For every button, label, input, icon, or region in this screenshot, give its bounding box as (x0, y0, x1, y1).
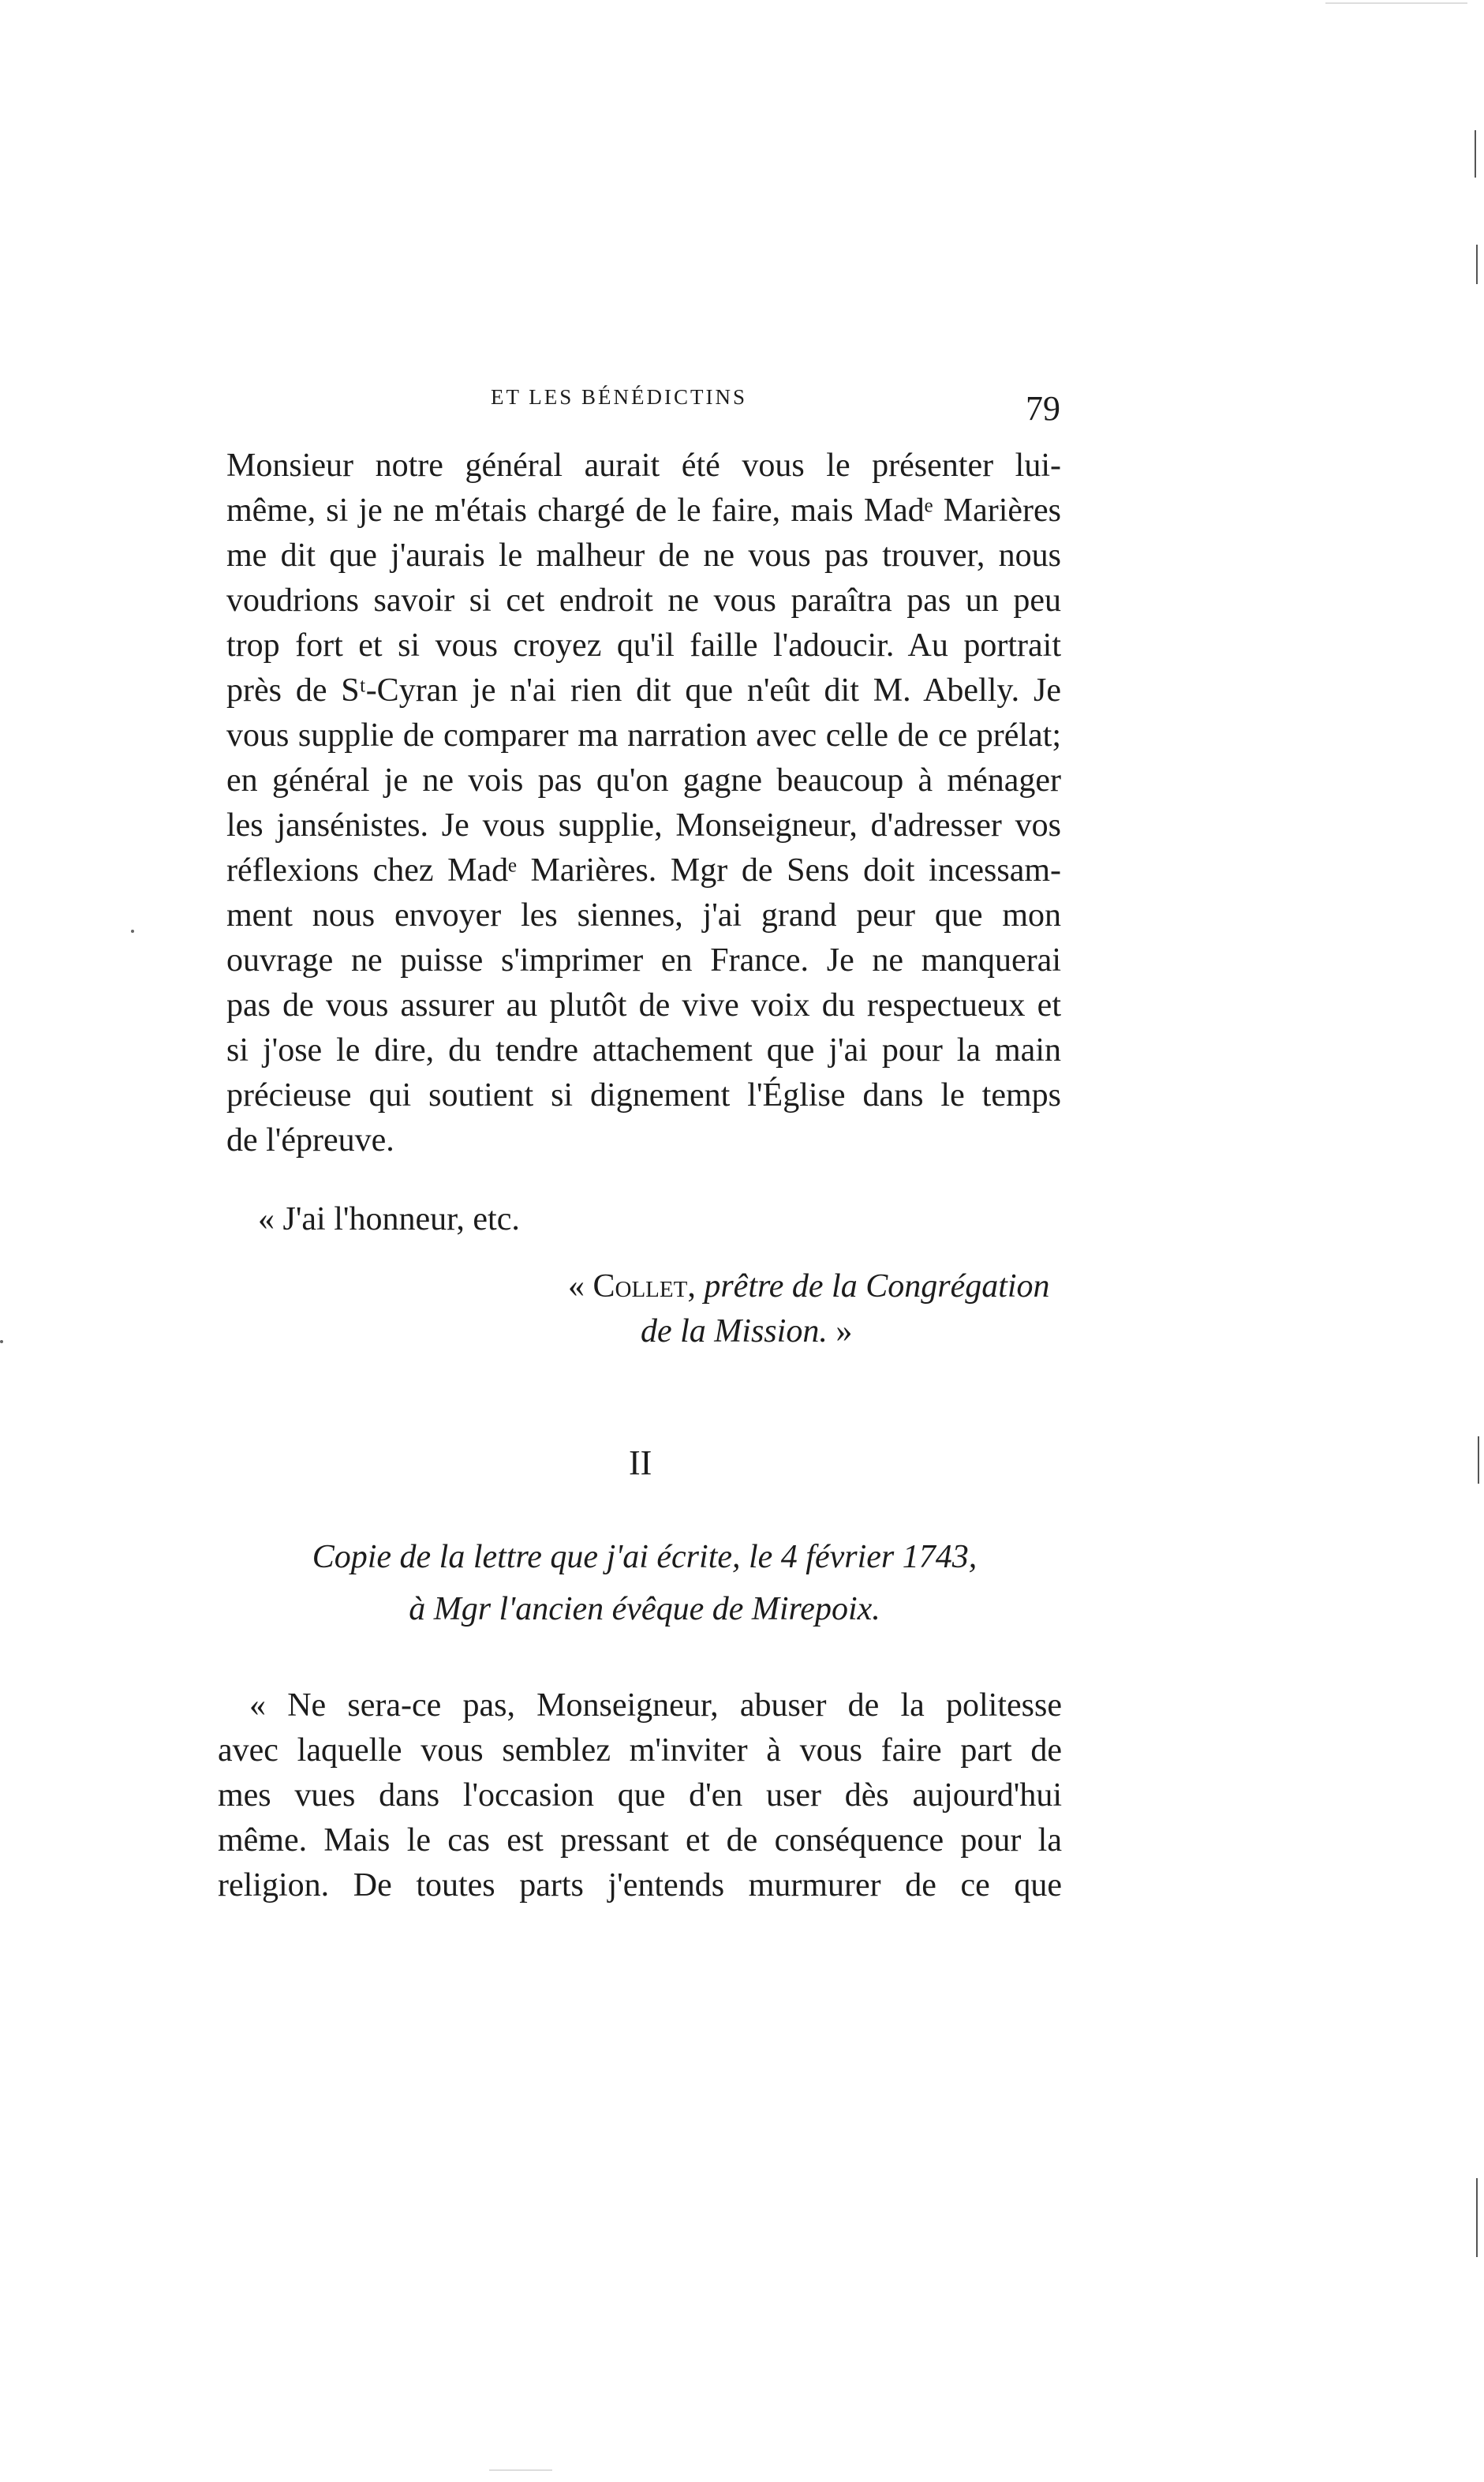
text-line: près de Sᵗ-Cyran je n'ai rien dit que n'eût dit M. Abelly. Je (226, 672, 1061, 709)
section-number: II (629, 1443, 652, 1482)
signature-close-quote: » (827, 1313, 853, 1350)
signature-open-quote: « (568, 1268, 593, 1305)
text-line: pas de vous assurer au plutôt de vive voix du respectueux et (226, 987, 1061, 1024)
text-line: les jansénistes. Je vous supplie, Monseigneur, d'adresser vos (226, 807, 1061, 844)
text-line: Monsieur notre général aurait été vous le présenter lui- (226, 447, 1061, 484)
signature-title-line1: prêtre de la Congrégation (704, 1268, 1050, 1305)
text-line: trop fort et si vous croyez qu'il faille l'adoucir. Au portrait (226, 627, 1061, 664)
text-line: me dit que j'aurais le malheur de ne vous pas trouver, nous (226, 537, 1061, 574)
text-line: vous supplie de comparer ma narration avec celle de ce prélat; (226, 717, 1061, 754)
heading-line: à Mgr l'ancien évêque de Mirepoix. (409, 1591, 880, 1627)
letter-closing: « J'ai l'honneur, etc. (258, 1201, 520, 1237)
paragraph-second-letter (218, 1683, 1062, 1908)
text-line: mes vues dans l'occasion que d'en user dès aujourd'hui (218, 1777, 1062, 1814)
signature-name: Collet (592, 1268, 688, 1305)
speck (0, 1340, 3, 1343)
text-line: réflexions chez Madᵉ Marières. Mgr de Sens doit incessam- (226, 852, 1061, 889)
text-line: « Ne sera-ce pas, Monseigneur, abuser de la politesse (249, 1687, 1062, 1724)
page-number: 79 (1026, 389, 1060, 428)
text-line: même. Mais le cas est pressant et de conséquence pour la (218, 1822, 1062, 1859)
text-line: en général je ne vois pas qu'on gagne beaucoup à ménager (226, 762, 1061, 799)
text-line: si j'ose le dire, du tendre attachement que j'ai pour la main (226, 1032, 1061, 1069)
text-line: avec laquelle vous semblez m'inviter à vous faire part de (218, 1732, 1062, 1769)
text-line: ouvrage ne puisse s'imprimer en France. Je ne manquerai (226, 942, 1061, 979)
running-title: ET LES BÉNÉDICTINS (491, 385, 747, 409)
text-line: ment nous envoyer les siennes, j'ai grand peur que mon (226, 897, 1061, 934)
text-line: même, si je ne m'étais chargé de le faire, mais Madᵉ Marières (226, 492, 1061, 529)
text-line: religion. De toutes parts j'entends murmurer de ce que (218, 1867, 1062, 1904)
text-line: voudrions savoir si cet endroit ne vous paraîtra pas un peu (226, 582, 1061, 619)
speck (131, 930, 134, 933)
heading-line: Copie de la lettre que j'ai écrite, le 4 février 1743, (312, 1539, 977, 1575)
signature-title-line2: de la Mission. (641, 1313, 828, 1350)
paragraph-letter-body (226, 444, 1061, 1163)
letter-heading (290, 1531, 1000, 1635)
text-line: de l'épreuve. (226, 1122, 394, 1159)
letter-signature: « Collet, prêtre de la Congrégation de la Mission. » (568, 1268, 1050, 1350)
text-line: précieuse qui soutient si dignement l'Église dans le temps (226, 1077, 1061, 1114)
